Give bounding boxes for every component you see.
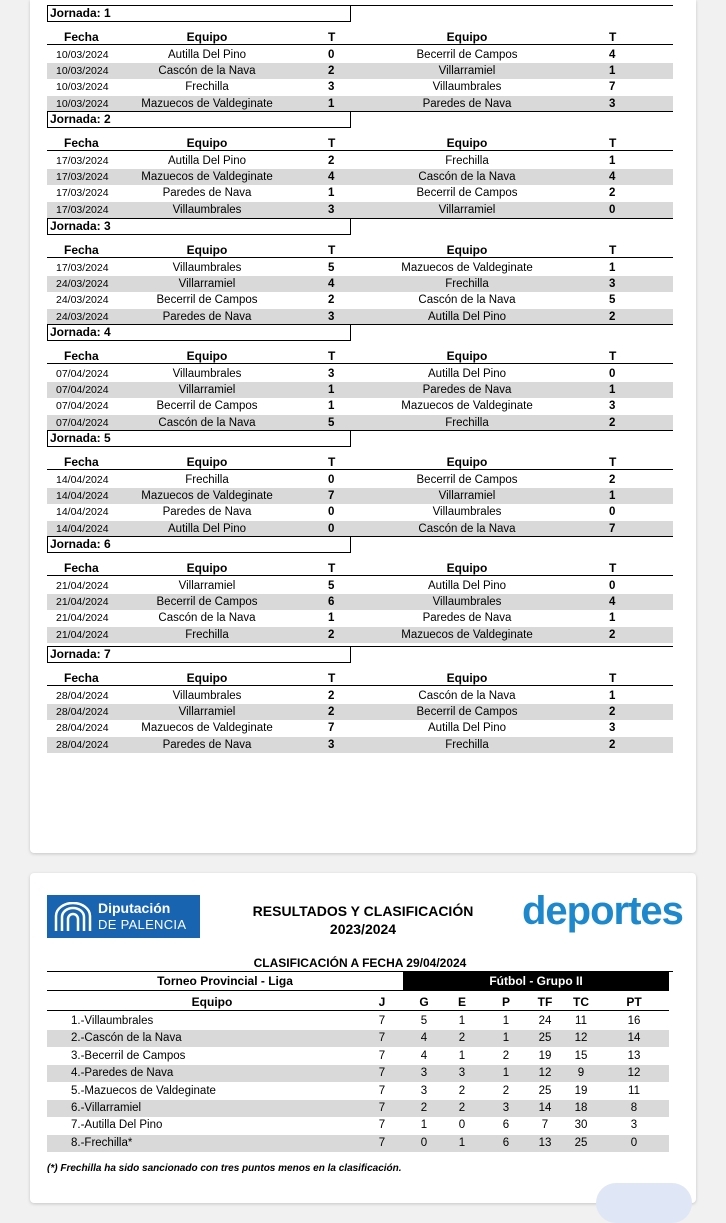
home-score: 7 bbox=[328, 490, 335, 503]
match-date: 28/04/2024 bbox=[56, 738, 109, 751]
away-score: 4 bbox=[609, 171, 616, 184]
col-t-home: T bbox=[328, 243, 336, 257]
tournament-label: Torneo Provincial - Liga bbox=[47, 972, 403, 991]
match-row: 24/03/2024 Paredes de Nava 3 Autilla Del Pino 2 bbox=[47, 309, 673, 325]
standings-row: 2.-Cascón de la Nava 7 4 2 1 25 12 14 bbox=[47, 1030, 669, 1047]
match-row: 10/03/2024 Autilla Del Pino 0 Becerril de Campos 4 bbox=[56, 49, 616, 61]
match-row: 07/04/2024 Villarramiel 1 Paredes de Nava 1 bbox=[47, 382, 673, 398]
away-score: 0 bbox=[609, 368, 616, 380]
home-score: 0 bbox=[328, 49, 335, 61]
jornada-header bbox=[47, 218, 673, 235]
away-score: 0 bbox=[609, 506, 616, 519]
home-score: 3 bbox=[328, 81, 335, 94]
jornada-header bbox=[47, 5, 673, 22]
away-score: 2 bbox=[609, 628, 616, 641]
match-row: 28/04/2024 Villaumbrales 2 Cascón de la Nava 1 bbox=[56, 690, 616, 702]
match-date: 07/04/2024 bbox=[56, 384, 109, 397]
home-score: 1 bbox=[328, 400, 335, 413]
standings-row: 7.-Autilla Del Pino 7 1 0 6 7 30 3 bbox=[47, 1117, 669, 1134]
match-date: 14/04/2024 bbox=[56, 474, 109, 486]
column-header-row: Fecha Equipo T Equipo T bbox=[47, 242, 673, 258]
away-score: 1 bbox=[609, 490, 616, 503]
match-row: 24/03/2024 Villarramiel 4 Frechilla 3 bbox=[47, 276, 673, 292]
logo-line2: DE PALENCIA bbox=[98, 917, 187, 932]
standings-row: 1.-Villaumbrales 7 5 1 1 24 11 16 bbox=[47, 1013, 669, 1030]
col-t-home: T bbox=[328, 349, 336, 363]
column-header-row: Fecha Equipo T Equipo T bbox=[47, 29, 673, 45]
match-row: 21/04/2024 Becerril de Campos 6 Villaumbrales 4 bbox=[47, 594, 673, 610]
col-fecha: Fecha bbox=[64, 243, 99, 257]
logo-line1: Diputación bbox=[98, 900, 171, 916]
jornada-header bbox=[47, 536, 673, 553]
away-score: 2 bbox=[609, 310, 616, 323]
match-date: 07/04/2024 bbox=[56, 416, 109, 429]
column-header-row: Fecha Equipo T Equipo T bbox=[47, 670, 673, 686]
away-score: 2 bbox=[609, 706, 616, 719]
away-score: 3 bbox=[609, 400, 616, 413]
jornada-header bbox=[47, 430, 673, 447]
col-fecha: Fecha bbox=[64, 30, 99, 44]
match-date: 07/04/2024 bbox=[56, 400, 109, 413]
col-t-away: T bbox=[609, 671, 617, 685]
home-score: 2 bbox=[328, 65, 335, 78]
match-date: 10/03/2024 bbox=[56, 65, 109, 78]
match-date: 17/03/2024 bbox=[56, 155, 109, 167]
match-date: 28/04/2024 bbox=[56, 706, 109, 719]
col-t-away: T bbox=[609, 30, 617, 44]
standings-title: CLASIFICACIÓN A FECHA 29/04/2024 bbox=[253, 956, 467, 970]
match-row: 10/03/2024 Frechilla 3 Villaumbrales 7 bbox=[56, 81, 616, 94]
jornada-label: Jornada: 7 bbox=[47, 646, 351, 663]
match-row: 28/04/2024 Villarramiel 2 Becerril de Campos 2 bbox=[47, 704, 673, 720]
match-date: 10/03/2024 bbox=[56, 81, 109, 94]
match-row: 14/04/2024 Mazuecos de Valdeginate 7 Villarramiel 1 bbox=[47, 488, 673, 504]
column-header-row: Fecha Equipo T Equipo T bbox=[47, 348, 673, 364]
footnote: (*) Frechilla ha sido sancionado con tres puntos menos en la clasificación. bbox=[47, 1163, 402, 1174]
col-t-away: T bbox=[609, 136, 617, 150]
match-date: 17/03/2024 bbox=[56, 203, 109, 216]
match-row: 07/04/2024 Villaumbrales 3 Autilla Del Pino 0 bbox=[56, 368, 616, 380]
home-score: 3 bbox=[328, 310, 335, 323]
match-date: 14/04/2024 bbox=[56, 490, 109, 503]
divider bbox=[350, 646, 673, 647]
home-score: 0 bbox=[328, 474, 335, 486]
match-date: 14/04/2024 bbox=[56, 506, 109, 519]
col-fecha: Fecha bbox=[64, 136, 99, 150]
match-row: 28/04/2024 Paredes de Nava 3 Frechilla 2 bbox=[47, 737, 673, 753]
home-score: 1 bbox=[328, 187, 335, 200]
col-t-away: T bbox=[609, 455, 617, 469]
home-score: 3 bbox=[328, 368, 335, 380]
divider bbox=[350, 324, 673, 325]
away-score: 3 bbox=[609, 722, 616, 735]
match-row: 21/04/2024 Cascón de la Nava 1 Paredes de Nava 1 bbox=[56, 612, 616, 625]
match-date: 17/03/2024 bbox=[56, 187, 109, 200]
standings-row: 5.-Mazuecos de Valdeginate 7 3 2 2 25 19 11 bbox=[47, 1083, 669, 1100]
match-date: 14/04/2024 bbox=[56, 522, 109, 535]
column-header-row: Fecha Equipo T Equipo T bbox=[47, 135, 673, 151]
match-row: 14/04/2024 Autilla Del Pino 0 Cascón de la Nava 7 bbox=[47, 521, 673, 537]
match-row: 17/03/2024 Mazuecos de Valdeginate 4 Cascón de la Nava 4 bbox=[47, 169, 673, 185]
home-score: 2 bbox=[328, 628, 335, 641]
home-score: 5 bbox=[328, 262, 335, 274]
column-header-row: Fecha Equipo T Equipo T bbox=[47, 560, 673, 576]
away-score: 4 bbox=[609, 596, 616, 609]
standings-row: 3.-Becerril de Campos 7 4 1 2 19 15 13 bbox=[47, 1048, 669, 1065]
standings-header: Equipo J G E P TF TC PT bbox=[47, 994, 669, 1011]
col-t-away: T bbox=[609, 349, 617, 363]
match-date: 28/04/2024 bbox=[56, 722, 109, 735]
match-date: 17/03/2024 bbox=[56, 171, 109, 184]
away-score: 0 bbox=[609, 203, 616, 216]
jornada-header bbox=[47, 324, 673, 341]
match-row: 10/03/2024 Cascón de la Nava 2 Villarramiel 1 bbox=[47, 63, 673, 79]
away-score: 1 bbox=[609, 65, 616, 78]
match-date: 21/04/2024 bbox=[56, 612, 109, 625]
col-fecha: Fecha bbox=[64, 455, 99, 469]
home-score: 4 bbox=[328, 171, 335, 184]
col-t-home: T bbox=[328, 455, 336, 469]
home-score: 0 bbox=[328, 522, 335, 535]
standings-row: 8.-Frechilla* 7 0 1 6 13 25 0 bbox=[47, 1135, 669, 1152]
away-score: 2 bbox=[609, 416, 616, 429]
away-score: 7 bbox=[609, 522, 616, 535]
home-score: 4 bbox=[328, 278, 335, 291]
home-score: 1 bbox=[328, 97, 335, 110]
away-score: 1 bbox=[609, 155, 616, 167]
home-score: 2 bbox=[328, 706, 335, 719]
standings-row: 4.-Paredes de Nava 7 3 3 1 12 9 12 bbox=[47, 1065, 669, 1082]
match-row: 14/04/2024 Paredes de Nava 0 Villaumbrales 0 bbox=[56, 506, 616, 519]
home-score: 6 bbox=[328, 596, 335, 609]
col-t-home: T bbox=[328, 671, 336, 685]
col-t-away: T bbox=[609, 243, 617, 257]
away-score: 2 bbox=[609, 474, 616, 486]
match-date: 24/03/2024 bbox=[56, 294, 109, 307]
away-score: 3 bbox=[609, 97, 616, 110]
col-t-home: T bbox=[328, 136, 336, 150]
match-date: 17/03/2024 bbox=[56, 262, 109, 274]
team-name: 5.-Mazuecos de Valdeginate bbox=[71, 1084, 216, 1097]
col-t-home: T bbox=[328, 561, 336, 575]
match-row: 17/03/2024 Villaumbrales 3 Villarramiel 0 bbox=[47, 202, 673, 218]
team-name: 4.-Paredes de Nava bbox=[71, 1067, 174, 1080]
team-name: 3.-Becerril de Campos bbox=[71, 1049, 186, 1062]
team-name: 6.-Villarramiel bbox=[71, 1102, 142, 1114]
column-header-row: Fecha Equipo T Equipo T bbox=[47, 454, 673, 470]
jornada-label: Jornada: 1 bbox=[47, 5, 351, 22]
col-t-home: T bbox=[328, 30, 336, 44]
divider bbox=[350, 536, 673, 537]
standings-row: 6.-Villarramiel 7 2 2 3 14 18 8 bbox=[47, 1100, 669, 1117]
match-date: 28/04/2024 bbox=[56, 690, 109, 702]
home-score: 2 bbox=[328, 155, 335, 167]
title-line1: RESULTADOS Y CLASIFICACIÓN bbox=[252, 903, 474, 919]
away-score: 3 bbox=[609, 278, 616, 291]
home-score: 3 bbox=[328, 203, 335, 216]
match-row: 21/04/2024 Frechilla 2 Mazuecos de Valdeginate 2 bbox=[47, 627, 673, 643]
away-score: 2 bbox=[609, 738, 616, 751]
team-name: 2.-Cascón de la Nava bbox=[71, 1032, 182, 1045]
match-date: 24/03/2024 bbox=[56, 310, 109, 323]
home-score: 7 bbox=[328, 722, 335, 735]
home-score: 3 bbox=[328, 738, 335, 751]
arch-icon bbox=[53, 902, 93, 932]
home-score: 0 bbox=[328, 506, 335, 519]
col-t-away: T bbox=[609, 561, 617, 575]
match-row: 07/04/2024 Cascón de la Nava 5 Frechilla 2 bbox=[47, 415, 673, 431]
col-fecha: Fecha bbox=[64, 671, 99, 685]
match-date: 21/04/2024 bbox=[56, 596, 109, 609]
divider bbox=[350, 111, 673, 112]
jornada-label: Jornada: 5 bbox=[47, 430, 351, 447]
match-row: 10/03/2024 Mazuecos de Valdeginate 1 Paredes de Nava 3 bbox=[47, 96, 673, 112]
team-name: 7.-Autilla Del Pino bbox=[71, 1119, 163, 1132]
match-date: 10/03/2024 bbox=[56, 97, 109, 110]
col-equipo: Equipo bbox=[191, 995, 233, 1009]
jornada-label: Jornada: 4 bbox=[47, 324, 351, 341]
match-date: 10/03/2024 bbox=[56, 49, 109, 61]
team-name: 8.-Frechilla* bbox=[71, 1136, 133, 1149]
match-row: 17/03/2024 Autilla Del Pino 2 Frechilla 1 bbox=[56, 155, 616, 167]
deportes-logo: deportes bbox=[522, 889, 683, 933]
home-score: 5 bbox=[328, 416, 335, 429]
away-score: 1 bbox=[609, 612, 616, 625]
away-score: 2 bbox=[609, 187, 616, 200]
team-name: 1.-Villaumbrales bbox=[71, 1015, 154, 1027]
jornada-label: Jornada: 6 bbox=[47, 536, 351, 553]
match-date: 07/04/2024 bbox=[56, 368, 109, 380]
home-score: 2 bbox=[328, 294, 335, 307]
jornada-label: Jornada: 3 bbox=[47, 218, 351, 235]
match-row: 24/03/2024 Becerril de Campos 2 Cascón de la Nava 5 bbox=[56, 294, 616, 307]
match-date: 21/04/2024 bbox=[56, 580, 109, 592]
floating-button[interactable] bbox=[596, 1183, 692, 1223]
divider bbox=[350, 5, 673, 6]
home-score: 2 bbox=[328, 690, 335, 702]
divider bbox=[350, 430, 673, 431]
match-row: 17/03/2024 Paredes de Nava 1 Becerril de Campos 2 bbox=[56, 187, 616, 200]
jornada-header bbox=[47, 646, 673, 663]
home-score: 5 bbox=[328, 580, 335, 592]
jornada-label: Jornada: 2 bbox=[47, 111, 351, 128]
home-score: 1 bbox=[328, 384, 335, 397]
match-row: 28/04/2024 Mazuecos de Valdeginate 7 Autilla Del Pino 3 bbox=[56, 722, 616, 735]
match-row: 07/04/2024 Becerril de Campos 1 Mazuecos de Valdeginate 3 bbox=[56, 400, 616, 413]
away-score: 1 bbox=[609, 690, 616, 702]
away-score: 7 bbox=[609, 81, 616, 94]
page-title bbox=[232, 902, 494, 938]
away-score: 1 bbox=[609, 262, 616, 274]
away-score: 1 bbox=[609, 384, 616, 397]
jornada-header bbox=[47, 111, 673, 128]
match-date: 21/04/2024 bbox=[56, 628, 109, 641]
match-row: 17/03/2024 Villaumbrales 5 Mazuecos de Valdeginate 1 bbox=[56, 262, 616, 274]
match-row: 14/04/2024 Frechilla 0 Becerril de Campos 2 bbox=[56, 474, 616, 486]
col-fecha: Fecha bbox=[64, 561, 99, 575]
away-score: 4 bbox=[609, 49, 616, 61]
match-date: 24/03/2024 bbox=[56, 278, 109, 291]
divider bbox=[350, 218, 673, 219]
match-row: 21/04/2024 Villarramiel 5 Autilla Del Pino 0 bbox=[56, 580, 616, 592]
away-score: 5 bbox=[609, 294, 616, 307]
away-score: 0 bbox=[609, 580, 616, 592]
diputacion-logo bbox=[47, 895, 200, 938]
col-fecha: Fecha bbox=[64, 349, 99, 363]
title-season: 2023/2024 bbox=[329, 921, 397, 937]
group-label: Fútbol - Grupo II bbox=[403, 972, 669, 991]
home-score: 1 bbox=[328, 612, 335, 625]
